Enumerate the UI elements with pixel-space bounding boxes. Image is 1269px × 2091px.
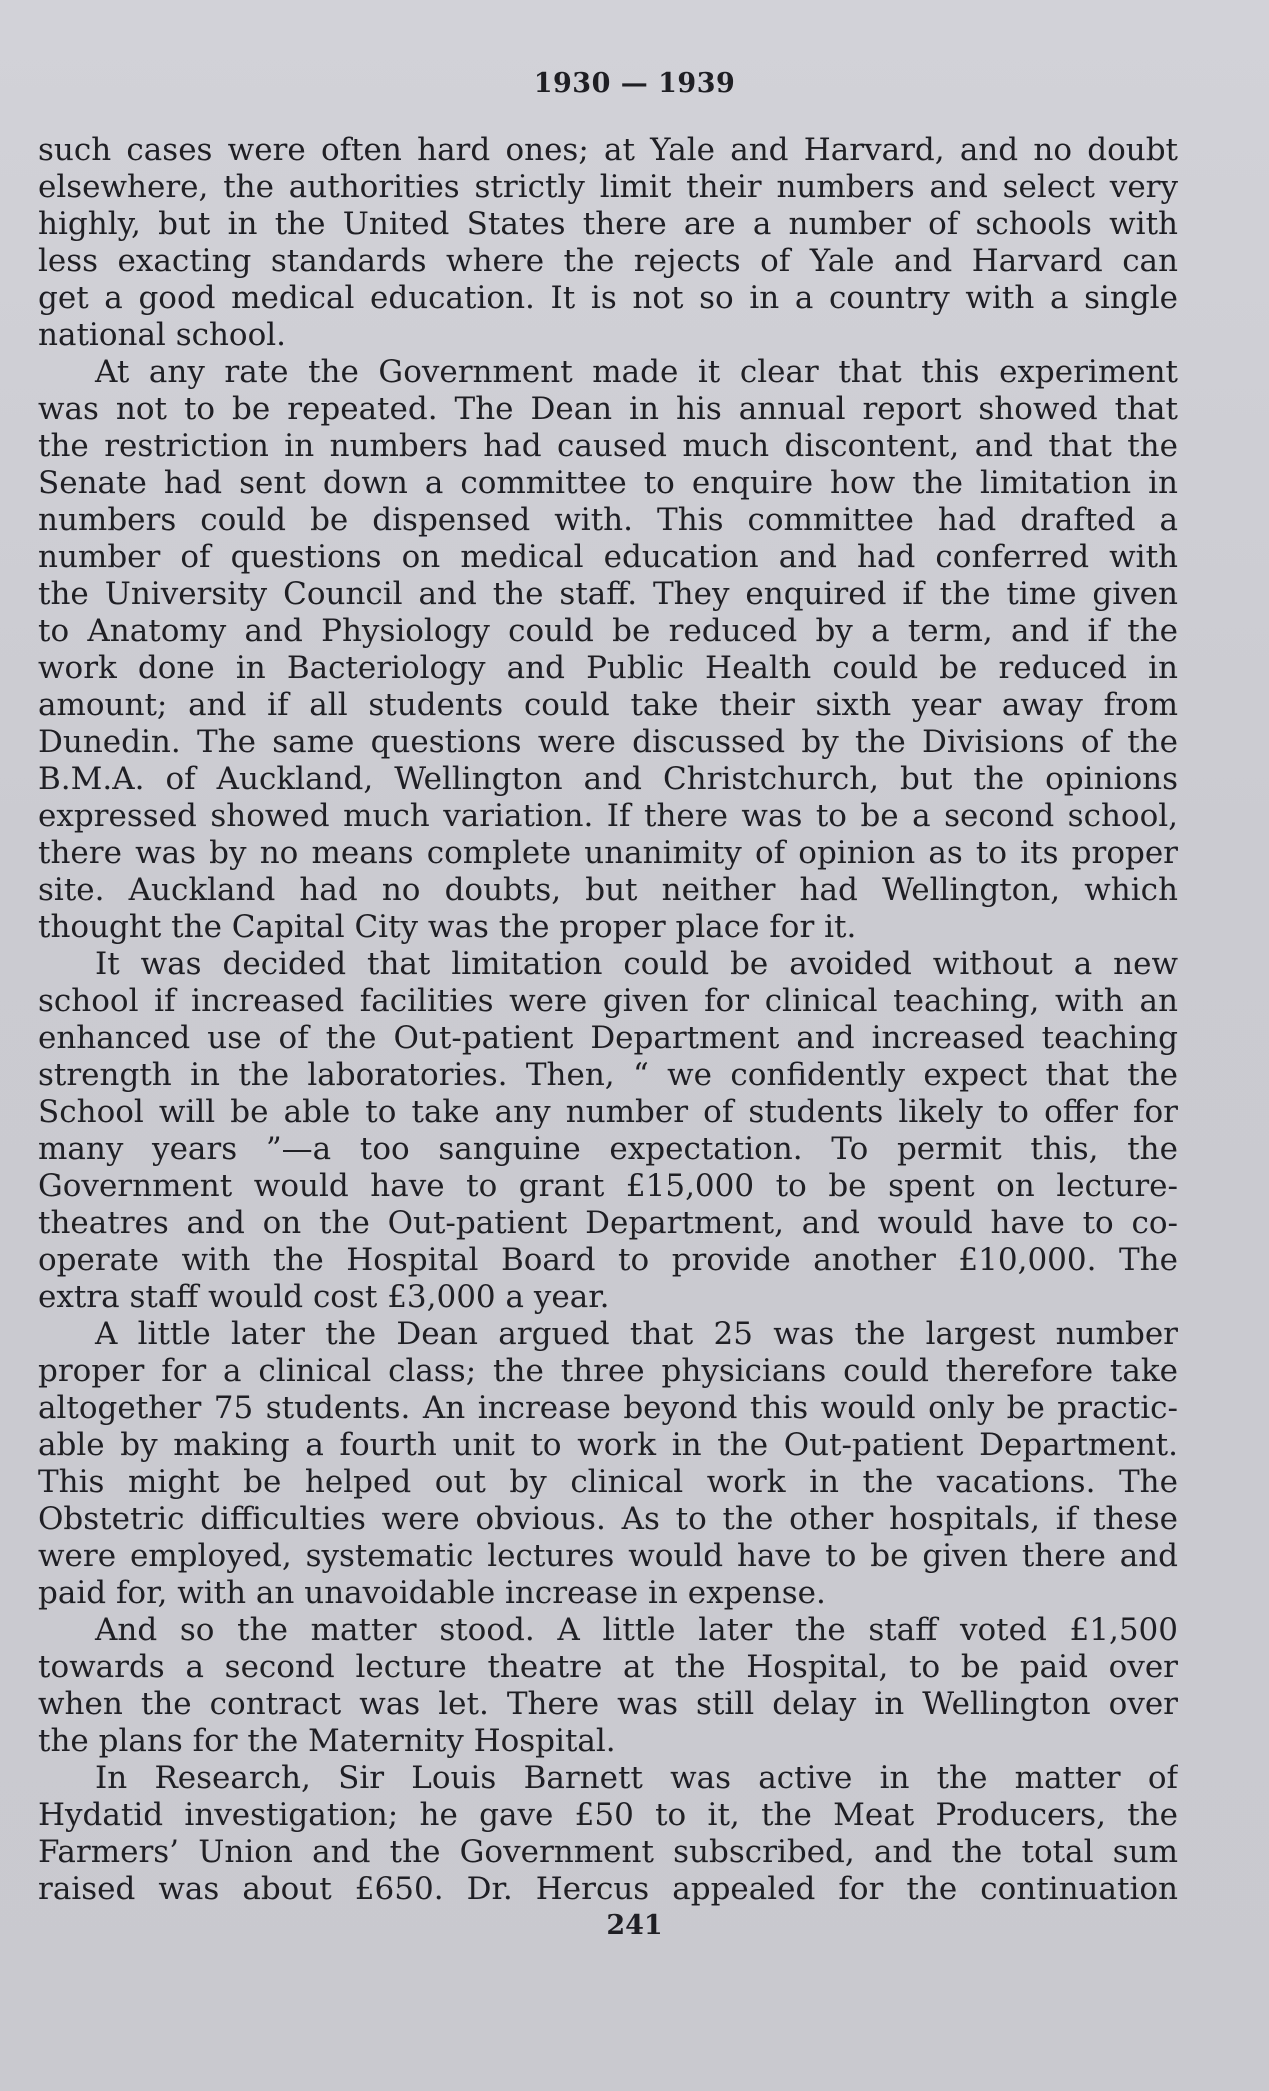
text-line: the plans for the Maternity Hospital.: [38, 1723, 616, 1759]
text-line: national school.: [38, 317, 287, 353]
text-line: the restriction in numbers had caused much discontent, and that the: [38, 428, 1178, 464]
text-line: theatres and on the Out-patient Department, and would have to co-: [38, 1205, 1178, 1241]
text-line: many years ”—a too sanguine expectation. To permit this, the: [38, 1131, 1178, 1167]
text-line: such cases were often hard ones; at Yale and Harvard, and no doubt: [38, 132, 1178, 168]
text-line: amount; and if all students could take their sixth year away from: [38, 687, 1178, 723]
text-line: It was decided that limitation could be avoided without a new: [95, 946, 1178, 982]
text-line: when the contract was let. There was still delay in Wellington over: [38, 1686, 1178, 1722]
running-head: 1930 — 1939: [533, 68, 736, 99]
text-line: Senate had sent down a committee to enquire how the limitation in: [38, 465, 1178, 501]
text-line: numbers could be dispensed with. This committee had drafted a: [38, 502, 1178, 538]
text-line: strength in the laboratories. Then, “ we confidently expect that the: [38, 1057, 1178, 1093]
text-line: altogether 75 students. An increase beyond this would only be practic-: [38, 1390, 1178, 1426]
text-line: B.M.A. of Auckland, Wellington and Christchurch, but the opinions: [38, 761, 1178, 797]
text-line: get a good medical education. It is not so in a country with a single: [38, 280, 1178, 316]
body-text: [38, 132, 1178, 1908]
text-line: work done in Bacteriology and Public Health could be reduced in: [38, 650, 1178, 686]
text-line: highly, but in the United States there are a number of schools with: [38, 206, 1178, 242]
text-line: Hydatid investigation; he gave £50 to it, the Meat Producers, the: [38, 1797, 1178, 1833]
text-line: Government would have to grant £15,000 to be spent on lecture-: [38, 1168, 1178, 1204]
text-line: extra staff would cost £3,000 a year.: [38, 1279, 610, 1315]
text-line: less exacting standards where the rejects of Yale and Harvard can: [38, 243, 1178, 279]
text-line: School will be able to take any number of students likely to offer for: [38, 1094, 1178, 1130]
text-line: A little later the Dean argued that 25 was the largest number: [95, 1316, 1178, 1352]
text-line: paid for, with an unavoidable increase in expense.: [38, 1575, 826, 1611]
text-line: site. Auckland had no doubts, but neither had Wellington, which: [38, 872, 1178, 908]
text-line: was not to be repeated. The Dean in his annual report showed that: [38, 391, 1178, 427]
text-line: able by making a fourth unit to work in the Out-patient Department.: [38, 1427, 1178, 1463]
text-line: to Anatomy and Physiology could be reduced by a term, and if the: [38, 613, 1178, 649]
text-line: expressed showed much variation. If there was to be a second school,: [38, 798, 1178, 834]
text-line: operate with the Hospital Board to provide another £10,000. The: [38, 1242, 1178, 1278]
text-line: thought the Capital City was the proper place for it.: [38, 909, 857, 945]
text-line: enhanced use of the Out-patient Department and increased teaching: [38, 1020, 1178, 1056]
text-line: Farmers’ Union and the Government subscribed, and the total sum: [38, 1834, 1178, 1870]
text-line: proper for a clinical class; the three physicians could therefore take: [38, 1353, 1178, 1389]
text-line: were employed, systematic lectures would have to be given there and: [38, 1538, 1178, 1574]
text-line: Obstetric difficulties were obvious. As to the other hospitals, if these: [38, 1501, 1178, 1537]
page-number: 241: [606, 1910, 663, 1941]
text-line: At any rate the Government made it clear that this experiment: [95, 354, 1178, 390]
text-line: number of questions on medical education and had conferred with: [38, 539, 1178, 575]
text-line: In Research, Sir Louis Barnett was active in the matter of: [95, 1760, 1178, 1796]
text-line: raised was about £650. Dr. Hercus appealed for the continuation: [38, 1871, 1178, 1907]
text-line: This might be helped out by clinical work in the vacations. The: [38, 1464, 1178, 1500]
text-line: And so the matter stood. A little later the staff voted £1,500: [95, 1612, 1178, 1648]
text-line: there was by no means complete unanimity of opinion as to its proper: [38, 835, 1178, 871]
text-line: Dunedin. The same questions were discussed by the Divisions of the: [38, 724, 1178, 760]
text-line: the University Council and the staff. They enquired if the time given: [38, 576, 1178, 612]
text-line: elsewhere, the authorities strictly limit their numbers and select very: [38, 169, 1178, 205]
text-line: towards a second lecture theatre at the Hospital, to be paid over: [38, 1649, 1178, 1685]
text-line: school if increased facilities were given for clinical teaching, with an: [38, 983, 1178, 1019]
